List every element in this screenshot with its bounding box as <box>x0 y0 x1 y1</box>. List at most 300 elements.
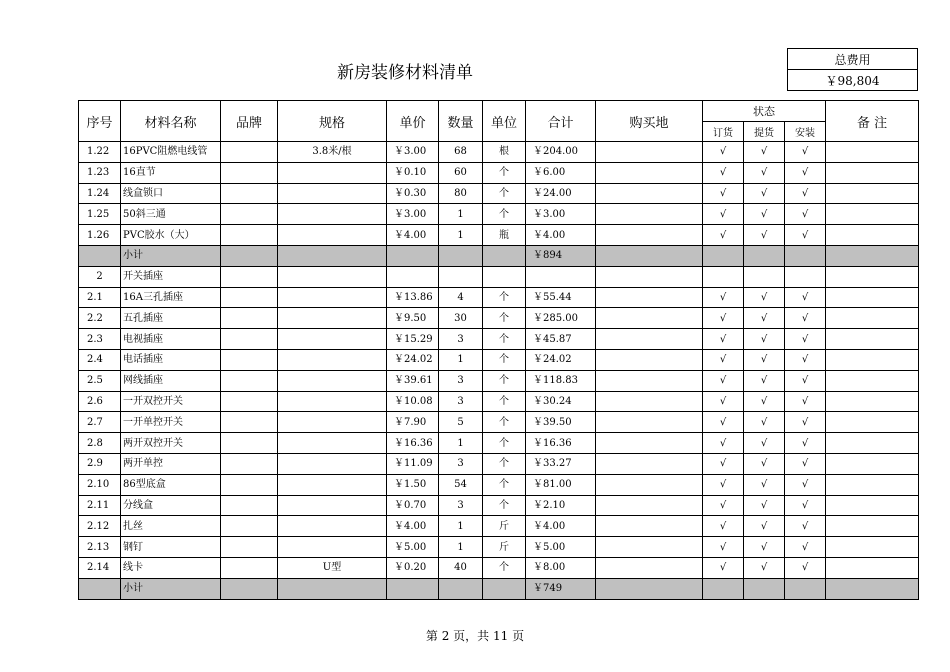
cell-remark <box>826 474 919 495</box>
header-brand: 品牌 <box>221 101 278 142</box>
cell-remark <box>826 204 919 225</box>
cell-brand <box>221 474 278 495</box>
cell-place <box>596 391 703 412</box>
header-sum: 合计 <box>526 101 596 142</box>
cell-install: √ <box>785 537 826 558</box>
cell-sum: ￥81.00 <box>526 474 596 495</box>
page-number: 第 2 页，共 11 页 <box>425 629 525 643</box>
cell-remark <box>826 516 919 537</box>
cell-unit: 个 <box>483 412 526 433</box>
cell-brand <box>221 516 278 537</box>
materials-table <box>78 100 919 600</box>
cell-remark <box>826 370 919 391</box>
cell-place <box>596 329 703 350</box>
cell-pickup: √ <box>744 162 785 183</box>
cell-name: 分线盒 <box>121 495 221 516</box>
cell-install: √ <box>785 349 826 370</box>
cell-sum: ￥749 <box>526 578 596 599</box>
cell-sum: ￥204.00 <box>526 142 596 163</box>
table-row <box>79 412 919 433</box>
cell-remark <box>826 453 919 474</box>
cell-unit: 瓶 <box>483 225 526 246</box>
cell-remark <box>826 412 919 433</box>
cell-remark <box>826 225 919 246</box>
cell-qty: 3 <box>439 391 483 412</box>
cell-install: √ <box>785 474 826 495</box>
cell-place <box>596 308 703 329</box>
cell-brand <box>221 225 278 246</box>
cell-name: 一开单控开关 <box>121 412 221 433</box>
cell-unit: 个 <box>483 453 526 474</box>
cell-price: ￥0.30 <box>387 183 439 204</box>
cell-name: 16A三孔插座 <box>121 287 221 308</box>
cell-order: √ <box>703 453 744 474</box>
header-price: 单价 <box>387 101 439 142</box>
cell-seq: 2.3 <box>79 329 121 350</box>
table-row <box>79 516 919 537</box>
cell-unit: 个 <box>483 557 526 578</box>
cell-name: 钢钉 <box>121 537 221 558</box>
cell-order <box>703 578 744 599</box>
cell-place <box>596 204 703 225</box>
cell-brand <box>221 453 278 474</box>
cell-seq: 2.13 <box>79 537 121 558</box>
cell-sum: ￥3.00 <box>526 204 596 225</box>
cell-unit: 斤 <box>483 537 526 558</box>
table-row <box>79 453 919 474</box>
cell-price: ￥11.09 <box>387 453 439 474</box>
cell-unit: 个 <box>483 287 526 308</box>
cell-price: ￥39.61 <box>387 370 439 391</box>
cell-unit: 个 <box>483 474 526 495</box>
cell-spec <box>278 370 387 391</box>
cell-brand <box>221 287 278 308</box>
cell-place <box>596 516 703 537</box>
header-order: 订货 <box>703 122 744 142</box>
table-row <box>79 433 919 454</box>
cell-remark <box>826 308 919 329</box>
cell-price: ￥24.02 <box>387 349 439 370</box>
cell-pickup: √ <box>744 329 785 350</box>
cell-remark <box>826 266 919 287</box>
cell-qty: 3 <box>439 495 483 516</box>
cell-seq: 1.26 <box>79 225 121 246</box>
cell-qty: 3 <box>439 370 483 391</box>
cell-place <box>596 578 703 599</box>
cell-remark <box>826 349 919 370</box>
cell-brand <box>221 349 278 370</box>
cell-place <box>596 495 703 516</box>
cell-brand <box>221 412 278 433</box>
cell-order: √ <box>703 204 744 225</box>
cell-seq: 2.9 <box>79 453 121 474</box>
cell-order: √ <box>703 391 744 412</box>
cell-spec <box>278 225 387 246</box>
cell-spec <box>278 516 387 537</box>
cell-install <box>785 578 826 599</box>
cell-unit: 个 <box>483 308 526 329</box>
cell-place <box>596 287 703 308</box>
cell-name: 一开双控开关 <box>121 391 221 412</box>
cell-price: ￥13.86 <box>387 287 439 308</box>
cell-remark <box>826 495 919 516</box>
cell-pickup: √ <box>744 433 785 454</box>
cell-price: ￥16.36 <box>387 433 439 454</box>
cell-qty: 68 <box>439 142 483 163</box>
header-qty: 数量 <box>439 101 483 142</box>
table-row <box>79 162 919 183</box>
cell-spec <box>278 204 387 225</box>
cell-sum: ￥118.83 <box>526 370 596 391</box>
table-row <box>79 391 919 412</box>
cell-order: √ <box>703 370 744 391</box>
cell-install: √ <box>785 225 826 246</box>
cell-place <box>596 266 703 287</box>
cell-place <box>596 162 703 183</box>
cell-pickup: √ <box>744 391 785 412</box>
cell-install: √ <box>785 329 826 350</box>
cell-qty: 1 <box>439 516 483 537</box>
cell-name: PVC胶水（大） <box>121 225 221 246</box>
page-title: 新房装修材料清单 <box>337 63 473 83</box>
cell-brand <box>221 142 278 163</box>
cell-remark <box>826 391 919 412</box>
cell-name: 线盒锁口 <box>121 183 221 204</box>
cell-name: 小计 <box>121 245 221 266</box>
cell-pickup: √ <box>744 453 785 474</box>
cell-place <box>596 537 703 558</box>
cell-qty: 54 <box>439 474 483 495</box>
cell-unit: 个 <box>483 349 526 370</box>
cell-name: 线卡 <box>121 557 221 578</box>
cell-name: 小计 <box>121 578 221 599</box>
header-place: 购买地 <box>596 101 703 142</box>
cell-sum: ￥45.87 <box>526 329 596 350</box>
cell-unit: 个 <box>483 162 526 183</box>
cell-price <box>387 245 439 266</box>
cell-name: 16直节 <box>121 162 221 183</box>
cell-price: ￥10.08 <box>387 391 439 412</box>
table-row <box>79 537 919 558</box>
cell-order: √ <box>703 516 744 537</box>
cell-remark <box>826 183 919 204</box>
cell-pickup: √ <box>744 308 785 329</box>
cell-remark <box>826 329 919 350</box>
cell-brand <box>221 495 278 516</box>
cell-order <box>703 245 744 266</box>
header-spec: 规格 <box>278 101 387 142</box>
cell-qty: 1 <box>439 204 483 225</box>
cell-install: √ <box>785 433 826 454</box>
cell-name: 86型底盒 <box>121 474 221 495</box>
cell-sum: ￥33.27 <box>526 453 596 474</box>
cell-spec <box>278 391 387 412</box>
table-row <box>79 287 919 308</box>
cell-place <box>596 412 703 433</box>
cell-pickup: √ <box>744 557 785 578</box>
cell-brand <box>221 266 278 287</box>
cell-unit: 个 <box>483 329 526 350</box>
cell-seq: 2.6 <box>79 391 121 412</box>
header-status: 状态 <box>703 101 826 122</box>
cell-place <box>596 349 703 370</box>
cell-pickup: √ <box>744 370 785 391</box>
cell-price: ￥4.00 <box>387 516 439 537</box>
cell-sum: ￥2.10 <box>526 495 596 516</box>
cell-install: √ <box>785 453 826 474</box>
cell-sum: ￥4.00 <box>526 225 596 246</box>
cell-pickup: √ <box>744 287 785 308</box>
cell-sum <box>526 266 596 287</box>
cell-sum: ￥39.50 <box>526 412 596 433</box>
cell-name: 两开单控 <box>121 453 221 474</box>
cell-order: √ <box>703 495 744 516</box>
cell-order: √ <box>703 225 744 246</box>
cell-place <box>596 370 703 391</box>
cell-unit: 个 <box>483 370 526 391</box>
cell-order <box>703 266 744 287</box>
cell-spec <box>278 245 387 266</box>
total-cost-value: ￥98,804 <box>788 70 918 91</box>
cell-pickup: √ <box>744 474 785 495</box>
cell-brand <box>221 370 278 391</box>
cell-spec <box>278 329 387 350</box>
cell-unit: 根 <box>483 142 526 163</box>
cell-remark <box>826 162 919 183</box>
cell-price: ￥7.90 <box>387 412 439 433</box>
cell-price: ￥9.50 <box>387 308 439 329</box>
cell-pickup <box>744 578 785 599</box>
cell-unit: 个 <box>483 391 526 412</box>
cell-brand <box>221 308 278 329</box>
cell-remark <box>826 557 919 578</box>
cell-spec <box>278 162 387 183</box>
cell-unit <box>483 245 526 266</box>
cell-pickup: √ <box>744 495 785 516</box>
cell-qty: 1 <box>439 433 483 454</box>
cell-remark <box>826 433 919 454</box>
table-row <box>79 370 919 391</box>
cell-order: √ <box>703 433 744 454</box>
cell-sum: ￥24.02 <box>526 349 596 370</box>
cell-install <box>785 266 826 287</box>
cell-price: ￥0.70 <box>387 495 439 516</box>
table-row <box>79 308 919 329</box>
cell-brand <box>221 183 278 204</box>
cell-order: √ <box>703 308 744 329</box>
cell-pickup: √ <box>744 412 785 433</box>
cell-price <box>387 578 439 599</box>
cell-name: 16PVC阻燃电线管 <box>121 142 221 163</box>
cell-seq: 2.2 <box>79 308 121 329</box>
cell-place <box>596 225 703 246</box>
subtotal-row <box>79 245 919 266</box>
cell-qty: 30 <box>439 308 483 329</box>
table-row <box>79 225 919 246</box>
cell-order: √ <box>703 557 744 578</box>
cell-price: ￥0.10 <box>387 162 439 183</box>
cell-qty <box>439 266 483 287</box>
cell-price: ￥0.20 <box>387 557 439 578</box>
cell-unit: 个 <box>483 183 526 204</box>
header-remark: 备 注 <box>826 101 919 142</box>
cell-price: ￥15.29 <box>387 329 439 350</box>
cell-brand <box>221 537 278 558</box>
cell-remark <box>826 245 919 266</box>
cell-unit: 斤 <box>483 516 526 537</box>
cell-brand <box>221 578 278 599</box>
total-cost-label: 总费用 <box>788 49 918 70</box>
cell-qty: 1 <box>439 225 483 246</box>
cell-order: √ <box>703 412 744 433</box>
cell-price: ￥3.00 <box>387 142 439 163</box>
cell-seq: 2.11 <box>79 495 121 516</box>
cell-name: 两开双控开关 <box>121 433 221 454</box>
cell-spec <box>278 453 387 474</box>
cell-unit: 个 <box>483 495 526 516</box>
table-row <box>79 329 919 350</box>
cell-seq: 2.1 <box>79 287 121 308</box>
cell-place <box>596 557 703 578</box>
cell-place <box>596 453 703 474</box>
cell-qty: 3 <box>439 329 483 350</box>
cell-spec <box>278 183 387 204</box>
cell-install: √ <box>785 495 826 516</box>
cell-seq: 2.4 <box>79 349 121 370</box>
cell-qty: 40 <box>439 557 483 578</box>
cell-brand <box>221 245 278 266</box>
table-row <box>79 349 919 370</box>
cell-spec <box>278 266 387 287</box>
cell-name: 电视插座 <box>121 329 221 350</box>
cell-unit <box>483 266 526 287</box>
cell-install: √ <box>785 287 826 308</box>
cell-pickup <box>744 266 785 287</box>
cell-place <box>596 142 703 163</box>
cell-spec <box>278 578 387 599</box>
cell-sum: ￥285.00 <box>526 308 596 329</box>
cell-remark <box>826 578 919 599</box>
cell-qty: 80 <box>439 183 483 204</box>
cell-seq <box>79 578 121 599</box>
cell-pickup: √ <box>744 183 785 204</box>
cell-pickup: √ <box>744 516 785 537</box>
table-row <box>79 204 919 225</box>
cell-price: ￥4.00 <box>387 225 439 246</box>
cell-install: √ <box>785 142 826 163</box>
cell-name: 扎丝 <box>121 516 221 537</box>
cell-seq: 1.22 <box>79 142 121 163</box>
cell-order: √ <box>703 349 744 370</box>
cell-price: ￥1.50 <box>387 474 439 495</box>
subtotal-row <box>79 578 919 599</box>
cell-seq: 2.5 <box>79 370 121 391</box>
cell-spec: U型 <box>278 557 387 578</box>
cell-qty: 5 <box>439 412 483 433</box>
cell-qty: 3 <box>439 453 483 474</box>
cell-install: √ <box>785 516 826 537</box>
cell-sum: ￥4.00 <box>526 516 596 537</box>
cell-install: √ <box>785 162 826 183</box>
cell-place <box>596 245 703 266</box>
cell-pickup: √ <box>744 537 785 558</box>
cell-name: 网线插座 <box>121 370 221 391</box>
cell-order: √ <box>703 183 744 204</box>
cell-install: √ <box>785 308 826 329</box>
cell-name: 电话插座 <box>121 349 221 370</box>
cell-qty: 4 <box>439 287 483 308</box>
table-row <box>79 142 919 163</box>
cell-install: √ <box>785 370 826 391</box>
cell-sum: ￥8.00 <box>526 557 596 578</box>
cell-price: ￥5.00 <box>387 537 439 558</box>
cell-sum: ￥30.24 <box>526 391 596 412</box>
cell-seq: 2.8 <box>79 433 121 454</box>
cell-order: √ <box>703 537 744 558</box>
table-row <box>79 474 919 495</box>
cell-install: √ <box>785 391 826 412</box>
section-row <box>79 266 919 287</box>
cell-remark <box>826 287 919 308</box>
cell-remark <box>826 537 919 558</box>
cell-spec: 3.8米/根 <box>278 142 387 163</box>
cell-spec <box>278 412 387 433</box>
total-cost-box <box>787 48 918 91</box>
cell-unit: 个 <box>483 204 526 225</box>
cell-place <box>596 183 703 204</box>
cell-sum: ￥5.00 <box>526 537 596 558</box>
cell-seq: 2.12 <box>79 516 121 537</box>
cell-install: √ <box>785 183 826 204</box>
cell-order: √ <box>703 474 744 495</box>
cell-order: √ <box>703 287 744 308</box>
cell-install: √ <box>785 204 826 225</box>
cell-order: √ <box>703 142 744 163</box>
header-install: 安装 <box>785 122 826 142</box>
cell-name: 开关插座 <box>121 266 221 287</box>
cell-order: √ <box>703 329 744 350</box>
cell-spec <box>278 308 387 329</box>
cell-seq: 1.23 <box>79 162 121 183</box>
cell-seq <box>79 245 121 266</box>
cell-qty: 1 <box>439 349 483 370</box>
cell-pickup: √ <box>744 225 785 246</box>
cell-seq: 2.10 <box>79 474 121 495</box>
cell-sum: ￥24.00 <box>526 183 596 204</box>
cell-qty: 1 <box>439 537 483 558</box>
cell-price <box>387 266 439 287</box>
cell-remark <box>826 142 919 163</box>
table-row <box>79 557 919 578</box>
cell-brand <box>221 329 278 350</box>
cell-sum: ￥894 <box>526 245 596 266</box>
cell-seq: 1.24 <box>79 183 121 204</box>
cell-brand <box>221 162 278 183</box>
cell-order: √ <box>703 162 744 183</box>
cell-spec <box>278 287 387 308</box>
cell-qty: 60 <box>439 162 483 183</box>
cell-seq: 1.25 <box>79 204 121 225</box>
cell-name: 50斜三通 <box>121 204 221 225</box>
cell-spec <box>278 474 387 495</box>
table-row <box>79 495 919 516</box>
header-name: 材料名称 <box>121 101 221 142</box>
cell-pickup: √ <box>744 142 785 163</box>
cell-seq: 2 <box>79 266 121 287</box>
cell-name: 五孔插座 <box>121 308 221 329</box>
cell-pickup <box>744 245 785 266</box>
header-unit: 单位 <box>483 101 526 142</box>
